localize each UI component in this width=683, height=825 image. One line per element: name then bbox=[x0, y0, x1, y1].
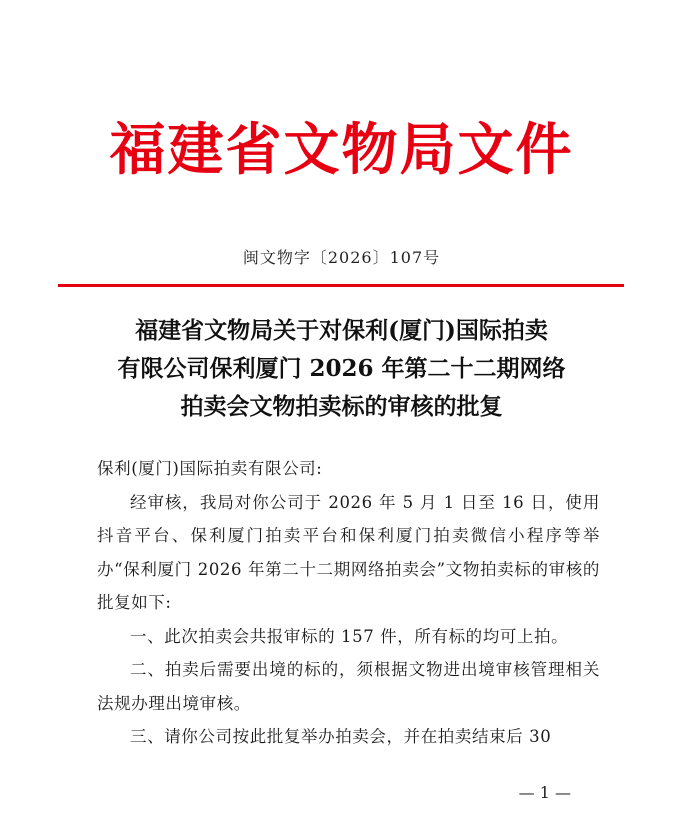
title-line-1: 福建省文物局关于对保利(厦门)国际拍卖 bbox=[135, 317, 548, 344]
document-title bbox=[60, 312, 623, 426]
body-paragraph-item-2: 二、拍卖后需要出境的标的，须根据文物进出境审核管理相关法规办理出境审核。 bbox=[97, 660, 600, 713]
body-paragraph-item-1: 一、此次拍卖会共报审标的 157 件，所有标的均可上拍。 bbox=[130, 626, 569, 646]
document-body bbox=[97, 452, 600, 754]
body-paragraph-intro: 经审核，我局对你公司于 2026 年 5 月 1 日至 16 日，使用抖音平台、保利厦门拍卖平台和保利厦门拍卖微信小程序等举办“保利厦门 2026 年第二十二期网络拍卖会”文物拍卖标的审核的批复如下: bbox=[97, 492, 600, 612]
title-line-3: 拍卖会文物拍卖标的审核的批复 bbox=[180, 393, 503, 420]
page-number: — 1 — bbox=[518, 783, 571, 802]
body-paragraph-item-3: 三、请你公司按此批复举办拍卖会，并在拍卖结束后 30 bbox=[130, 727, 552, 746]
title-line-2: 有限公司保利厦门 2026 年第二十二期网络 bbox=[117, 355, 566, 382]
document-number: 闽文物字〔2026〕107号 bbox=[242, 248, 441, 267]
masthead-title: 福建省文物局文件 bbox=[109, 117, 574, 183]
red-divider-rule bbox=[58, 284, 624, 287]
salutation: 保利(厦门)国际拍卖有限公司: bbox=[97, 459, 323, 478]
